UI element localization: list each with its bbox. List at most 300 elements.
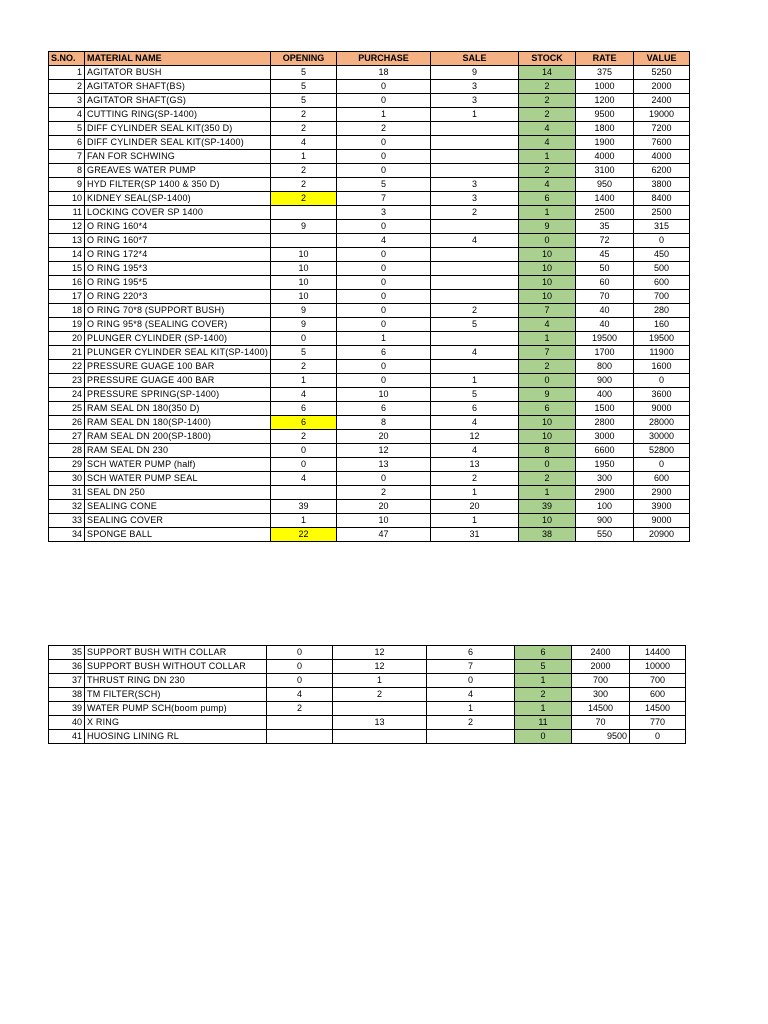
cell-stock[interactable]: 1 <box>515 702 572 716</box>
cell-opening[interactable]: 9 <box>271 318 337 332</box>
cell-purchase[interactable]: 0 <box>337 318 431 332</box>
cell-stock[interactable]: 0 <box>519 234 576 248</box>
cell-sale[interactable]: 3 <box>431 80 519 94</box>
cell-material-name[interactable]: TM FILTER(SCH) <box>85 688 267 702</box>
cell-opening[interactable]: 2 <box>271 164 337 178</box>
cell-rate[interactable]: 900 <box>576 374 634 388</box>
cell-stock[interactable]: 4 <box>519 136 576 150</box>
cell-purchase[interactable]: 13 <box>333 716 427 730</box>
cell-value[interactable]: 3600 <box>634 388 690 402</box>
cell-sno[interactable]: 17 <box>49 290 85 304</box>
cell-purchase[interactable]: 12 <box>337 444 431 458</box>
cell-sale[interactable] <box>431 276 519 290</box>
cell-purchase[interactable]: 6 <box>337 346 431 360</box>
cell-opening[interactable]: 9 <box>271 304 337 318</box>
cell-rate[interactable]: 70 <box>576 290 634 304</box>
cell-material-name[interactable]: O RING 220*3 <box>85 290 271 304</box>
cell-stock[interactable]: 14 <box>519 66 576 80</box>
cell-value[interactable]: 5250 <box>634 66 690 80</box>
cell-material-name[interactable]: WATER PUMP SCH(boom pump) <box>85 702 267 716</box>
cell-sno[interactable]: 22 <box>49 360 85 374</box>
cell-value[interactable]: 8400 <box>634 192 690 206</box>
cell-opening[interactable]: 6 <box>271 416 337 430</box>
cell-opening[interactable] <box>271 486 337 500</box>
cell-sno[interactable]: 1 <box>49 66 85 80</box>
cell-stock[interactable]: 0 <box>515 730 572 744</box>
header-sale[interactable]: SALE <box>431 52 519 66</box>
cell-rate[interactable]: 950 <box>576 178 634 192</box>
cell-sale[interactable] <box>427 730 515 744</box>
cell-sno[interactable]: 2 <box>49 80 85 94</box>
cell-value[interactable]: 0 <box>634 458 690 472</box>
cell-sale[interactable]: 31 <box>431 528 519 542</box>
cell-sale[interactable]: 7 <box>427 660 515 674</box>
cell-opening[interactable]: 1 <box>271 374 337 388</box>
cell-rate[interactable]: 6600 <box>576 444 634 458</box>
cell-purchase[interactable]: 3 <box>337 206 431 220</box>
cell-stock[interactable]: 10 <box>519 248 576 262</box>
cell-stock[interactable]: 10 <box>519 290 576 304</box>
cell-material-name[interactable]: HUOSING LINING RL <box>85 730 267 744</box>
cell-rate[interactable]: 2900 <box>576 486 634 500</box>
cell-value[interactable]: 9000 <box>634 402 690 416</box>
cell-purchase[interactable]: 1 <box>337 332 431 346</box>
cell-rate[interactable]: 3000 <box>576 430 634 444</box>
cell-sno[interactable]: 6 <box>49 136 85 150</box>
cell-sale[interactable] <box>431 220 519 234</box>
cell-purchase[interactable]: 0 <box>337 80 431 94</box>
cell-opening[interactable]: 5 <box>271 66 337 80</box>
cell-sale[interactable]: 4 <box>427 688 515 702</box>
cell-material-name[interactable]: SCH WATER PUMP SEAL <box>85 472 271 486</box>
cell-sno[interactable]: 31 <box>49 486 85 500</box>
cell-sno[interactable]: 5 <box>49 122 85 136</box>
cell-sale[interactable]: 4 <box>431 234 519 248</box>
cell-value[interactable]: 3800 <box>634 178 690 192</box>
cell-sale[interactable] <box>431 332 519 346</box>
cell-sno[interactable]: 23 <box>49 374 85 388</box>
cell-opening[interactable]: 9 <box>271 220 337 234</box>
cell-sale[interactable]: 13 <box>431 458 519 472</box>
cell-material-name[interactable]: DIFF CYLINDER SEAL KIT(SP-1400) <box>85 136 271 150</box>
cell-sno[interactable]: 10 <box>49 192 85 206</box>
cell-opening[interactable]: 0 <box>267 660 333 674</box>
cell-opening[interactable]: 0 <box>271 458 337 472</box>
cell-rate[interactable]: 900 <box>576 514 634 528</box>
cell-purchase[interactable]: 4 <box>337 234 431 248</box>
cell-sale[interactable] <box>431 122 519 136</box>
cell-stock[interactable]: 1 <box>519 206 576 220</box>
cell-sno[interactable]: 21 <box>49 346 85 360</box>
cell-material-name[interactable]: AGITATOR SHAFT(BS) <box>85 80 271 94</box>
cell-purchase[interactable]: 7 <box>337 192 431 206</box>
cell-stock[interactable]: 39 <box>519 500 576 514</box>
cell-opening[interactable] <box>267 716 333 730</box>
header-material-name[interactable]: MATERIAL NAME <box>85 52 271 66</box>
cell-material-name[interactable]: O RING 195*5 <box>85 276 271 290</box>
cell-sale[interactable] <box>431 290 519 304</box>
cell-rate[interactable]: 1900 <box>576 136 634 150</box>
cell-stock[interactable]: 1 <box>519 150 576 164</box>
cell-sno[interactable]: 39 <box>49 702 85 716</box>
cell-stock[interactable]: 6 <box>519 402 576 416</box>
cell-stock[interactable]: 2 <box>519 360 576 374</box>
cell-purchase[interactable]: 0 <box>337 136 431 150</box>
cell-sale[interactable]: 9 <box>431 66 519 80</box>
cell-material-name[interactable]: RAM SEAL DN 180(SP-1400) <box>85 416 271 430</box>
cell-sale[interactable]: 4 <box>431 416 519 430</box>
cell-material-name[interactable]: SPONGE BALL <box>85 528 271 542</box>
cell-value[interactable]: 315 <box>634 220 690 234</box>
cell-stock[interactable]: 38 <box>519 528 576 542</box>
header-value[interactable]: VALUE <box>634 52 690 66</box>
cell-stock[interactable]: 2 <box>519 94 576 108</box>
cell-rate[interactable]: 550 <box>576 528 634 542</box>
cell-opening[interactable]: 2 <box>271 122 337 136</box>
cell-opening[interactable]: 1 <box>271 514 337 528</box>
cell-sno[interactable]: 34 <box>49 528 85 542</box>
cell-sno[interactable]: 33 <box>49 514 85 528</box>
cell-opening[interactable]: 2 <box>271 178 337 192</box>
cell-sale[interactable]: 2 <box>431 206 519 220</box>
cell-opening[interactable]: 5 <box>271 94 337 108</box>
cell-purchase[interactable]: 0 <box>337 262 431 276</box>
cell-stock[interactable]: 9 <box>519 220 576 234</box>
cell-stock[interactable]: 2 <box>519 108 576 122</box>
cell-sno[interactable]: 30 <box>49 472 85 486</box>
cell-value[interactable]: 600 <box>634 276 690 290</box>
cell-material-name[interactable]: RAM SEAL DN 200(SP-1800) <box>85 430 271 444</box>
cell-purchase[interactable]: 13 <box>337 458 431 472</box>
cell-purchase[interactable]: 2 <box>337 486 431 500</box>
cell-material-name[interactable]: CUTTING RING(SP-1400) <box>85 108 271 122</box>
cell-stock[interactable]: 4 <box>519 178 576 192</box>
cell-purchase[interactable]: 0 <box>337 276 431 290</box>
cell-sale[interactable]: 3 <box>431 192 519 206</box>
cell-material-name[interactable]: O RING 95*8 (SEALING COVER) <box>85 318 271 332</box>
cell-rate[interactable]: 4000 <box>576 150 634 164</box>
cell-material-name[interactable]: O RING 195*3 <box>85 262 271 276</box>
cell-purchase[interactable]: 0 <box>337 150 431 164</box>
cell-sale[interactable]: 5 <box>431 388 519 402</box>
cell-opening[interactable]: 10 <box>271 290 337 304</box>
cell-rate[interactable]: 40 <box>576 304 634 318</box>
cell-value[interactable]: 30000 <box>634 430 690 444</box>
cell-sale[interactable]: 12 <box>431 430 519 444</box>
cell-rate[interactable]: 2500 <box>576 206 634 220</box>
cell-rate[interactable]: 35 <box>576 220 634 234</box>
cell-sale[interactable]: 6 <box>427 646 515 660</box>
cell-value[interactable]: 1600 <box>634 360 690 374</box>
cell-stock[interactable]: 1 <box>519 486 576 500</box>
cell-stock[interactable]: 10 <box>519 514 576 528</box>
cell-sno[interactable]: 4 <box>49 108 85 122</box>
cell-value[interactable]: 2400 <box>634 94 690 108</box>
cell-purchase[interactable]: 0 <box>337 220 431 234</box>
cell-sale[interactable] <box>431 262 519 276</box>
cell-opening[interactable]: 4 <box>271 472 337 486</box>
cell-material-name[interactable]: SUPPORT BUSH WITHOUT COLLAR <box>85 660 267 674</box>
cell-stock[interactable]: 10 <box>519 430 576 444</box>
cell-stock[interactable]: 9 <box>519 388 576 402</box>
cell-sno[interactable]: 13 <box>49 234 85 248</box>
cell-sale[interactable]: 4 <box>431 346 519 360</box>
header-rate[interactable]: RATE <box>576 52 634 66</box>
cell-purchase[interactable]: 0 <box>337 374 431 388</box>
cell-material-name[interactable]: SEALING CONE <box>85 500 271 514</box>
cell-opening[interactable]: 4 <box>271 136 337 150</box>
cell-material-name[interactable]: PLUNGER CYLINDER SEAL KIT(SP-1400) <box>85 346 271 360</box>
cell-purchase[interactable]: 1 <box>333 674 427 688</box>
header-purchase[interactable]: PURCHASE <box>337 52 431 66</box>
cell-opening[interactable]: 4 <box>267 688 333 702</box>
cell-sale[interactable]: 3 <box>431 94 519 108</box>
cell-opening[interactable]: 22 <box>271 528 337 542</box>
cell-opening[interactable] <box>267 730 333 744</box>
cell-value[interactable]: 28000 <box>634 416 690 430</box>
cell-sno[interactable]: 11 <box>49 206 85 220</box>
cell-value[interactable]: 160 <box>634 318 690 332</box>
cell-rate[interactable]: 14500 <box>572 702 630 716</box>
cell-material-name[interactable]: O RING 70*8 (SUPPORT BUSH) <box>85 304 271 318</box>
cell-rate[interactable]: 9500 <box>572 730 630 744</box>
cell-sno[interactable]: 36 <box>49 660 85 674</box>
cell-rate[interactable]: 2800 <box>576 416 634 430</box>
cell-stock[interactable]: 7 <box>519 304 576 318</box>
cell-sno[interactable]: 19 <box>49 318 85 332</box>
cell-opening[interactable]: 2 <box>271 192 337 206</box>
cell-opening[interactable]: 0 <box>271 332 337 346</box>
cell-purchase[interactable]: 1 <box>337 108 431 122</box>
cell-stock[interactable]: 10 <box>519 262 576 276</box>
cell-stock[interactable]: 8 <box>519 444 576 458</box>
cell-rate[interactable]: 1700 <box>576 346 634 360</box>
cell-stock[interactable]: 2 <box>519 472 576 486</box>
cell-value[interactable]: 2000 <box>634 80 690 94</box>
cell-value[interactable]: 0 <box>630 730 686 744</box>
cell-sale[interactable]: 5 <box>431 318 519 332</box>
cell-purchase[interactable]: 0 <box>337 304 431 318</box>
cell-rate[interactable]: 375 <box>576 66 634 80</box>
cell-opening[interactable]: 5 <box>271 346 337 360</box>
cell-material-name[interactable]: DIFF CYLINDER SEAL KIT(350 D) <box>85 122 271 136</box>
cell-sale[interactable]: 4 <box>431 444 519 458</box>
cell-material-name[interactable]: SEALING COVER <box>85 514 271 528</box>
cell-value[interactable]: 14500 <box>630 702 686 716</box>
cell-purchase[interactable]: 10 <box>337 388 431 402</box>
cell-material-name[interactable]: PRESSURE SPRING(SP-1400) <box>85 388 271 402</box>
cell-material-name[interactable]: RAM SEAL DN 180(350 D) <box>85 402 271 416</box>
cell-material-name[interactable]: KIDNEY SEAL(SP-1400) <box>85 192 271 206</box>
cell-opening[interactable]: 1 <box>271 150 337 164</box>
cell-sno[interactable]: 38 <box>49 688 85 702</box>
cell-sale[interactable]: 1 <box>431 486 519 500</box>
header-stock[interactable]: STOCK <box>519 52 576 66</box>
cell-stock[interactable]: 0 <box>519 458 576 472</box>
cell-value[interactable]: 19000 <box>634 108 690 122</box>
cell-rate[interactable]: 300 <box>572 688 630 702</box>
cell-value[interactable]: 0 <box>634 234 690 248</box>
cell-sno[interactable]: 37 <box>49 674 85 688</box>
cell-opening[interactable]: 0 <box>267 674 333 688</box>
cell-rate[interactable]: 2400 <box>572 646 630 660</box>
cell-sno[interactable]: 35 <box>49 646 85 660</box>
cell-rate[interactable]: 1950 <box>576 458 634 472</box>
cell-purchase[interactable]: 0 <box>337 248 431 262</box>
cell-rate[interactable]: 1200 <box>576 94 634 108</box>
cell-material-name[interactable]: LOCKING COVER SP 1400 <box>85 206 271 220</box>
cell-material-name[interactable]: THRUST RING DN 230 <box>85 674 267 688</box>
cell-stock[interactable]: 6 <box>519 192 576 206</box>
cell-sno[interactable]: 40 <box>49 716 85 730</box>
cell-material-name[interactable]: HYD FILTER(SP 1400 & 350 D) <box>85 178 271 192</box>
cell-purchase[interactable]: 0 <box>337 360 431 374</box>
cell-opening[interactable]: 2 <box>271 430 337 444</box>
cell-sale[interactable] <box>431 164 519 178</box>
cell-value[interactable]: 700 <box>634 290 690 304</box>
cell-rate[interactable]: 800 <box>576 360 634 374</box>
cell-rate[interactable]: 2000 <box>572 660 630 674</box>
cell-purchase[interactable]: 2 <box>333 688 427 702</box>
cell-value[interactable]: 2500 <box>634 206 690 220</box>
cell-value[interactable]: 450 <box>634 248 690 262</box>
cell-value[interactable]: 52800 <box>634 444 690 458</box>
cell-rate[interactable]: 3100 <box>576 164 634 178</box>
cell-rate[interactable]: 19500 <box>576 332 634 346</box>
cell-sno[interactable]: 14 <box>49 248 85 262</box>
cell-purchase[interactable]: 20 <box>337 500 431 514</box>
cell-material-name[interactable]: SEAL DN 250 <box>85 486 271 500</box>
cell-sno[interactable]: 9 <box>49 178 85 192</box>
cell-opening[interactable]: 2 <box>267 702 333 716</box>
cell-opening[interactable]: 0 <box>271 444 337 458</box>
cell-stock[interactable]: 4 <box>519 122 576 136</box>
cell-sale[interactable]: 20 <box>431 500 519 514</box>
cell-purchase[interactable]: 0 <box>337 472 431 486</box>
cell-stock[interactable]: 10 <box>519 276 576 290</box>
cell-rate[interactable]: 100 <box>576 500 634 514</box>
cell-value[interactable]: 4000 <box>634 150 690 164</box>
cell-sale[interactable] <box>431 248 519 262</box>
cell-sno[interactable]: 12 <box>49 220 85 234</box>
cell-purchase[interactable]: 8 <box>337 416 431 430</box>
cell-value[interactable]: 6200 <box>634 164 690 178</box>
cell-sno[interactable]: 24 <box>49 388 85 402</box>
cell-material-name[interactable]: PRESSURE GUAGE 400 BAR <box>85 374 271 388</box>
cell-opening[interactable]: 10 <box>271 262 337 276</box>
cell-value[interactable]: 600 <box>634 472 690 486</box>
cell-stock[interactable]: 11 <box>515 716 572 730</box>
cell-purchase[interactable]: 20 <box>337 430 431 444</box>
cell-material-name[interactable]: X RING <box>85 716 267 730</box>
cell-value[interactable]: 700 <box>630 674 686 688</box>
cell-value[interactable]: 14400 <box>630 646 686 660</box>
cell-sale[interactable]: 1 <box>431 514 519 528</box>
cell-rate[interactable]: 1000 <box>576 80 634 94</box>
cell-opening[interactable]: 10 <box>271 248 337 262</box>
cell-stock[interactable]: 1 <box>515 674 572 688</box>
cell-purchase[interactable]: 2 <box>337 122 431 136</box>
cell-value[interactable]: 11900 <box>634 346 690 360</box>
cell-opening[interactable] <box>271 234 337 248</box>
cell-purchase[interactable]: 12 <box>333 660 427 674</box>
cell-opening[interactable]: 6 <box>271 402 337 416</box>
cell-stock[interactable]: 2 <box>515 688 572 702</box>
cell-purchase[interactable]: 47 <box>337 528 431 542</box>
cell-value[interactable]: 600 <box>630 688 686 702</box>
cell-sno[interactable]: 29 <box>49 458 85 472</box>
cell-material-name[interactable]: PRESSURE GUAGE 100 BAR <box>85 360 271 374</box>
cell-sale[interactable]: 1 <box>427 702 515 716</box>
cell-sno[interactable]: 32 <box>49 500 85 514</box>
cell-purchase[interactable]: 5 <box>337 178 431 192</box>
cell-stock[interactable]: 1 <box>519 332 576 346</box>
cell-material-name[interactable]: O RING 172*4 <box>85 248 271 262</box>
cell-sale[interactable]: 2 <box>427 716 515 730</box>
cell-sale[interactable]: 1 <box>431 374 519 388</box>
cell-rate[interactable]: 72 <box>576 234 634 248</box>
cell-material-name[interactable]: RAM SEAL DN 230 <box>85 444 271 458</box>
cell-value[interactable]: 280 <box>634 304 690 318</box>
cell-value[interactable]: 20900 <box>634 528 690 542</box>
cell-opening[interactable]: 2 <box>271 360 337 374</box>
header-opening[interactable]: OPENING <box>271 52 337 66</box>
cell-purchase[interactable]: 10 <box>337 514 431 528</box>
cell-stock[interactable]: 5 <box>515 660 572 674</box>
cell-sale[interactable]: 6 <box>431 402 519 416</box>
cell-value[interactable]: 770 <box>630 716 686 730</box>
cell-stock[interactable]: 7 <box>519 346 576 360</box>
cell-rate[interactable]: 40 <box>576 318 634 332</box>
cell-material-name[interactable]: PLUNGER CYLINDER (SP-1400) <box>85 332 271 346</box>
cell-rate[interactable]: 1400 <box>576 192 634 206</box>
cell-purchase[interactable]: 12 <box>333 646 427 660</box>
cell-sale[interactable]: 3 <box>431 178 519 192</box>
cell-rate[interactable]: 50 <box>576 262 634 276</box>
cell-material-name[interactable]: AGITATOR BUSH <box>85 66 271 80</box>
cell-stock[interactable]: 2 <box>519 164 576 178</box>
cell-sno[interactable]: 28 <box>49 444 85 458</box>
header-sno[interactable]: S.NO. <box>49 52 85 66</box>
cell-stock[interactable]: 0 <box>519 374 576 388</box>
cell-sale[interactable]: 1 <box>431 108 519 122</box>
cell-rate[interactable]: 1800 <box>576 122 634 136</box>
cell-sale[interactable]: 2 <box>431 304 519 318</box>
cell-sno[interactable]: 16 <box>49 276 85 290</box>
cell-sale[interactable]: 2 <box>431 472 519 486</box>
cell-value[interactable]: 7200 <box>634 122 690 136</box>
cell-sno[interactable]: 8 <box>49 164 85 178</box>
cell-value[interactable]: 2900 <box>634 486 690 500</box>
cell-material-name[interactable]: SCH WATER PUMP (half) <box>85 458 271 472</box>
cell-sno[interactable]: 41 <box>49 730 85 744</box>
cell-opening[interactable]: 5 <box>271 80 337 94</box>
cell-purchase[interactable] <box>333 702 427 716</box>
cell-material-name[interactable]: O RING 160*4 <box>85 220 271 234</box>
cell-value[interactable]: 500 <box>634 262 690 276</box>
cell-value[interactable]: 3900 <box>634 500 690 514</box>
cell-purchase[interactable]: 0 <box>337 164 431 178</box>
cell-value[interactable]: 0 <box>634 374 690 388</box>
cell-rate[interactable]: 300 <box>576 472 634 486</box>
cell-sno[interactable]: 20 <box>49 332 85 346</box>
cell-material-name[interactable]: FAN FOR SCHWING <box>85 150 271 164</box>
cell-value[interactable]: 9000 <box>634 514 690 528</box>
cell-sno[interactable]: 27 <box>49 430 85 444</box>
cell-sno[interactable]: 7 <box>49 150 85 164</box>
cell-sno[interactable]: 15 <box>49 262 85 276</box>
cell-sno[interactable]: 26 <box>49 416 85 430</box>
